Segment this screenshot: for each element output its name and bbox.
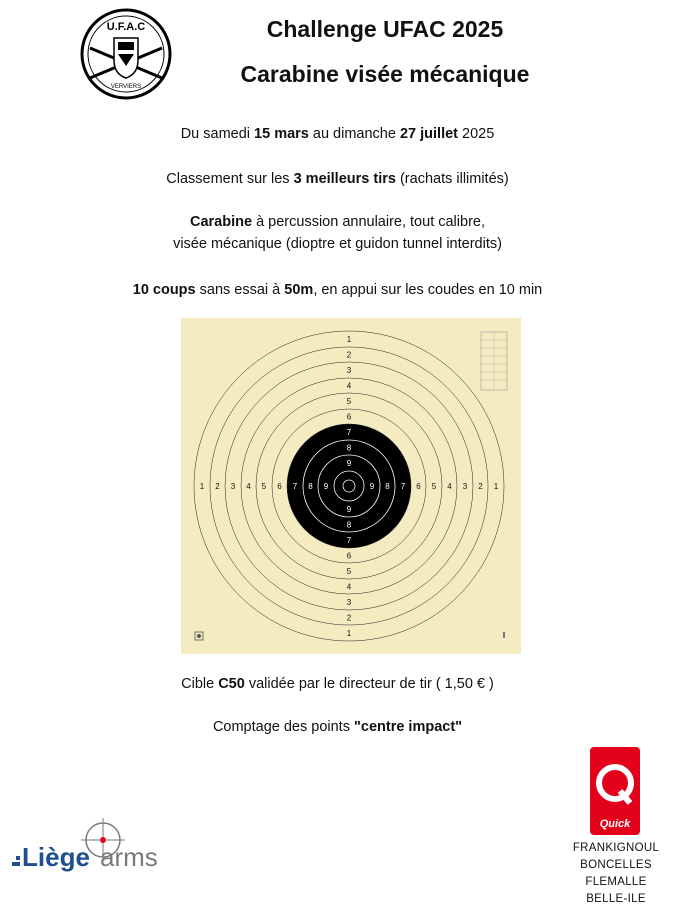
ring-number-label: 7 <box>346 536 352 545</box>
ring-number-label: 2 <box>346 350 352 360</box>
ring-number-label: 2 <box>478 482 483 491</box>
ring-number-label: 9 <box>346 459 352 468</box>
ring-number-label: 3 <box>346 598 352 607</box>
target-note-suffix: validée par le directeur de tir ( 1,50 € ) <box>244 676 494 692</box>
ring-number-label: 2 <box>215 482 220 491</box>
ring-number-label: 4 <box>447 482 452 491</box>
shots-line <box>0 282 675 298</box>
quick-logo <box>590 747 640 835</box>
target-note-prefix: Cible <box>181 676 219 692</box>
shots-distance: 50m <box>284 282 314 298</box>
quick-location-1: FRANKIGNOUL <box>572 842 660 854</box>
ring-number-label: 7 <box>346 428 352 437</box>
target-model: C50 <box>218 676 245 692</box>
scoring-prefix: Comptage des points <box>212 719 354 735</box>
dates-prefix: Du samedi <box>180 126 255 142</box>
date-start: 15 mars <box>254 126 309 142</box>
rifle-line-2: visée mécanique (dioptre et guidon tunnel interdits) <box>173 236 502 252</box>
page-subtitle: Carabine visée mécanique <box>240 61 530 87</box>
quick-brand: Quick <box>599 818 631 830</box>
ranking-prefix: Classement sur les <box>166 171 294 187</box>
quick-location-4: BELLE-ILE <box>586 893 646 905</box>
ring-number-label: 3 <box>462 482 468 491</box>
ring-number-label: 3 <box>230 482 236 491</box>
dates-middle: au dimanche <box>308 126 400 142</box>
dates-line <box>0 126 675 142</box>
target-corner-tick <box>503 632 505 638</box>
ring-number-label: 7 <box>292 482 298 491</box>
ring-number-label: 8 <box>308 482 313 491</box>
ring-number-label: 1 <box>493 482 499 491</box>
liege-arms-liege: Liège <box>22 842 90 872</box>
ring-number-label: 8 <box>346 520 352 530</box>
ring-number-label: 5 <box>431 482 437 491</box>
shots-middle: sans essai à <box>195 282 285 298</box>
c50-target <box>181 318 521 654</box>
ring-number-label: 5 <box>346 567 352 576</box>
liege-arms-logo <box>10 818 175 874</box>
ring-number-label: 5 <box>261 482 267 491</box>
scoring-line <box>0 719 675 735</box>
ring-number-label: 8 <box>346 443 352 453</box>
ring-number-label: 3 <box>346 366 352 375</box>
ring-number-label: 8 <box>385 482 390 491</box>
ring-number-label: 1 <box>199 482 205 491</box>
rifle-line1-rest: à percussion annulaire, tout calibre, <box>252 214 485 230</box>
ring-number-label: 4 <box>346 582 352 592</box>
ring-number-label: 6 <box>346 412 352 422</box>
page-title: Challenge UFAC 2025 <box>266 16 504 42</box>
liege-arms-arms: arms <box>100 842 158 872</box>
ufac-logo-letters: U.F.A.C <box>106 21 146 33</box>
scoring-bold: "centre impact" <box>354 719 463 735</box>
ring-number-label: 4 <box>246 482 251 491</box>
ring-number-label: 1 <box>346 335 352 344</box>
shots-suffix: , en appui sur les coudes en 10 min <box>313 282 543 298</box>
ring-number-label: 9 <box>369 482 375 491</box>
ring-number-label: 6 <box>277 482 282 491</box>
quick-location-2: BONCELLES <box>580 859 652 871</box>
ranking-bold: 3 meilleurs tirs <box>293 171 396 187</box>
ring-number-label: 1 <box>346 629 352 638</box>
target-note <box>0 676 675 692</box>
ring-number-label: 9 <box>346 505 352 514</box>
rifle-line-1 <box>0 214 675 230</box>
dates-suffix: 2025 <box>458 126 495 142</box>
shots-count: 10 coups <box>132 282 196 298</box>
ranking-line <box>0 171 675 187</box>
ring-number-label: 9 <box>323 482 329 491</box>
ring-number-label: 4 <box>346 381 352 391</box>
ring-number-label: 2 <box>346 613 352 623</box>
quick-location-3: FLEMALLE <box>585 876 647 888</box>
ufac-logo <box>80 8 172 100</box>
ring-number-label: 6 <box>346 551 352 561</box>
date-end: 27 juillet <box>399 126 458 142</box>
ufac-logo-city: VERVIERS <box>110 84 142 90</box>
ring-number-label: 7 <box>400 482 406 491</box>
ring-number-label: 6 <box>416 482 421 491</box>
ranking-suffix: (rachats illimités) <box>395 171 509 187</box>
ring-number-label: 5 <box>346 397 352 406</box>
rifle-bold: Carabine <box>189 214 253 230</box>
